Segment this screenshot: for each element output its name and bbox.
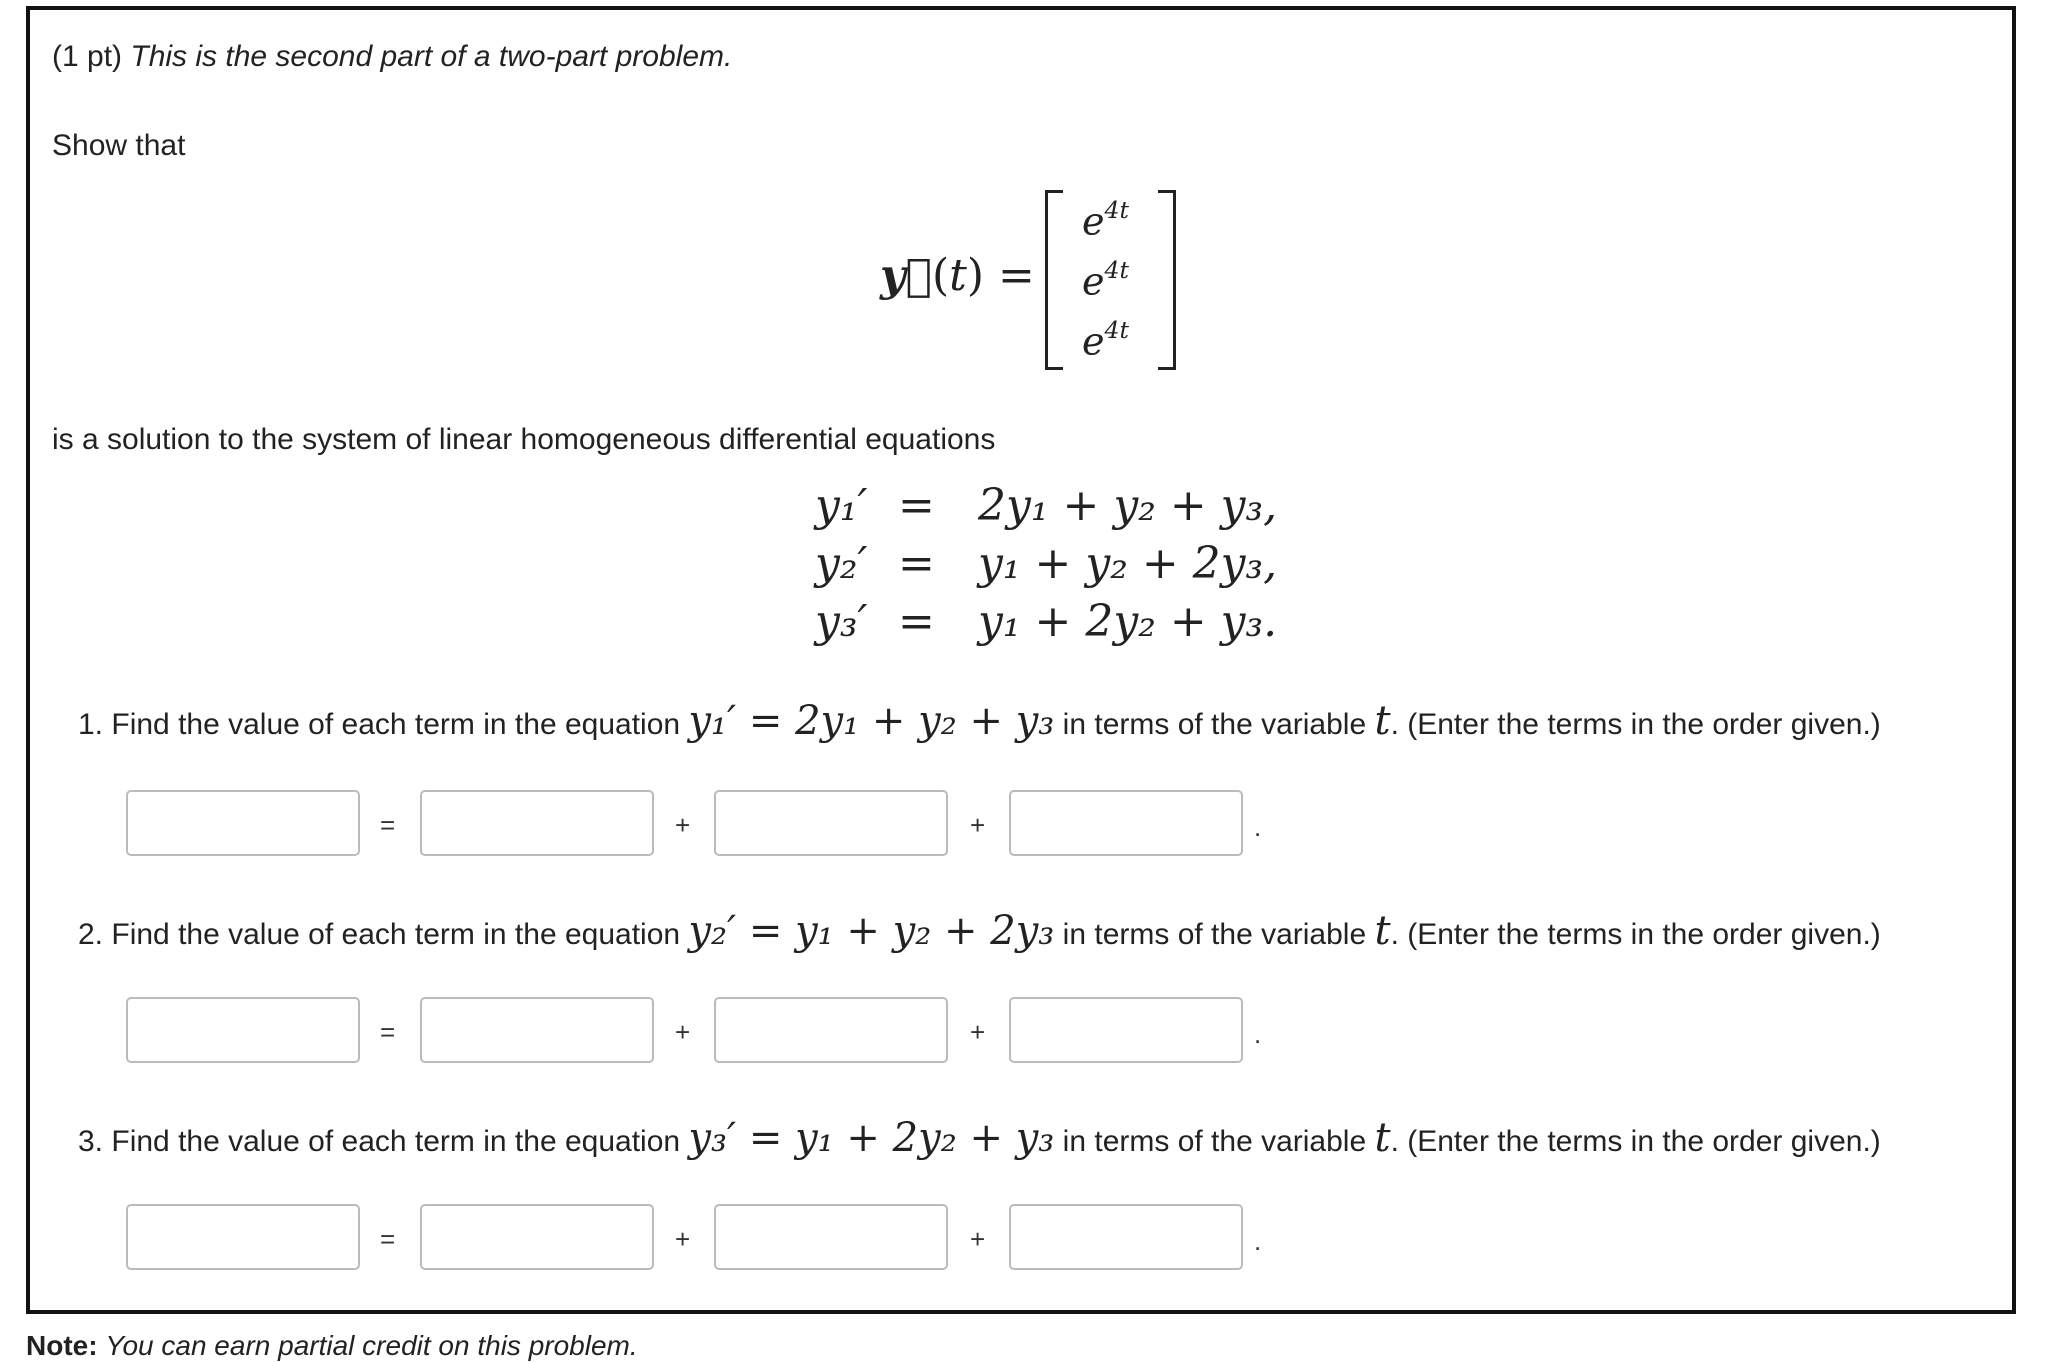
question-variable: t bbox=[1374, 908, 1391, 954]
q1-answer-term2[interactable] bbox=[714, 790, 948, 856]
vector-lhs: y⃗(t) = bbox=[880, 250, 1035, 301]
plus-sign: + bbox=[675, 1017, 691, 1047]
question-equation: y₃′ = y₁ + 2y₂ + y₃ bbox=[688, 1115, 1055, 1161]
question-suffix: in terms of the variable bbox=[1062, 918, 1367, 951]
q3-answer-term2[interactable] bbox=[714, 1204, 948, 1270]
left-bracket bbox=[1045, 190, 1063, 370]
system-row: y₂′ bbox=[815, 538, 868, 589]
system-rhs: y₁ + 2y₂ + y₃. bbox=[978, 596, 1278, 647]
note-label: Note: bbox=[26, 1330, 98, 1361]
note-text: You can earn partial credit on this problem. bbox=[105, 1330, 638, 1361]
points-label: (1 pt) bbox=[52, 40, 123, 73]
q1-answer-term3[interactable] bbox=[1009, 790, 1243, 856]
system-row: y₁′ bbox=[815, 480, 868, 531]
plus-sign: + bbox=[970, 1224, 986, 1254]
question-instruction: . (Enter the terms in the order given.) bbox=[1390, 708, 1881, 741]
equals-sign: = bbox=[380, 1017, 396, 1047]
q3-answer-term1[interactable] bbox=[420, 1204, 654, 1270]
question-number: 2. bbox=[78, 918, 104, 951]
question-instruction: . (Enter the terms in the order given.) bbox=[1390, 918, 1881, 951]
equals-sign: = bbox=[380, 1224, 396, 1254]
system-equals: = bbox=[898, 480, 935, 531]
right-bracket bbox=[1158, 190, 1176, 370]
vector-entry: $e^{4t}$ bbox=[1082, 256, 1129, 304]
q2-answer-term3[interactable] bbox=[1009, 997, 1243, 1063]
intro-text: This is the second part of a two-part problem. bbox=[130, 40, 733, 73]
q1-answer-term1[interactable] bbox=[420, 790, 654, 856]
q1-answer-lhs[interactable] bbox=[126, 790, 360, 856]
q2-answer-lhs[interactable] bbox=[126, 997, 360, 1063]
period: . bbox=[1254, 1226, 1262, 1256]
question-prefix: Find the value of each term in the equation bbox=[111, 918, 681, 951]
q2-answer-term2[interactable] bbox=[714, 997, 948, 1063]
question-equation: y₂′ = y₁ + y₂ + 2y₃ bbox=[688, 908, 1055, 954]
vector-entry: $e^{4t}$ bbox=[1082, 196, 1129, 244]
system-rhs: y₁ + y₂ + 2y₃, bbox=[978, 538, 1278, 589]
period: . bbox=[1254, 812, 1262, 842]
plus-sign: + bbox=[970, 810, 986, 840]
system-equals: = bbox=[898, 596, 935, 647]
q2-answer-term1[interactable] bbox=[420, 997, 654, 1063]
show-that-text: Show that bbox=[52, 129, 186, 162]
q3-answer-term3[interactable] bbox=[1009, 1204, 1243, 1270]
q3-answer-lhs[interactable] bbox=[126, 1204, 360, 1270]
problem-header bbox=[52, 40, 732, 74]
equals-sign: = bbox=[380, 810, 396, 840]
vector-entry: $e^{4t}$ bbox=[1082, 316, 1129, 364]
period: . bbox=[1254, 1019, 1262, 1049]
question-number: 1. bbox=[78, 708, 104, 741]
question-prefix: Find the value of each term in the equation bbox=[111, 1125, 681, 1158]
question-variable: t bbox=[1374, 1115, 1391, 1161]
question-1 bbox=[78, 698, 1881, 744]
system-equals: = bbox=[898, 538, 935, 589]
question-variable: t bbox=[1374, 698, 1391, 744]
plus-sign: + bbox=[675, 1224, 691, 1254]
note bbox=[26, 1330, 638, 1362]
plus-sign: + bbox=[675, 810, 691, 840]
system-row: y₃′ bbox=[815, 596, 868, 647]
question-3 bbox=[78, 1115, 1881, 1161]
solution-text: is a solution to the system of linear homogeneous differential equations bbox=[52, 423, 996, 456]
question-number: 3. bbox=[78, 1125, 104, 1158]
question-instruction: . (Enter the terms in the order given.) bbox=[1390, 1125, 1881, 1158]
question-suffix: in terms of the variable bbox=[1062, 1125, 1367, 1158]
question-2 bbox=[78, 908, 1881, 954]
question-suffix: in terms of the variable bbox=[1062, 708, 1367, 741]
plus-sign: + bbox=[970, 1017, 986, 1047]
question-equation: y₁′ = 2y₁ + y₂ + y₃ bbox=[688, 698, 1055, 744]
question-prefix: Find the value of each term in the equation bbox=[111, 708, 681, 741]
system-rhs: 2y₁ + y₂ + y₃, bbox=[978, 480, 1278, 531]
